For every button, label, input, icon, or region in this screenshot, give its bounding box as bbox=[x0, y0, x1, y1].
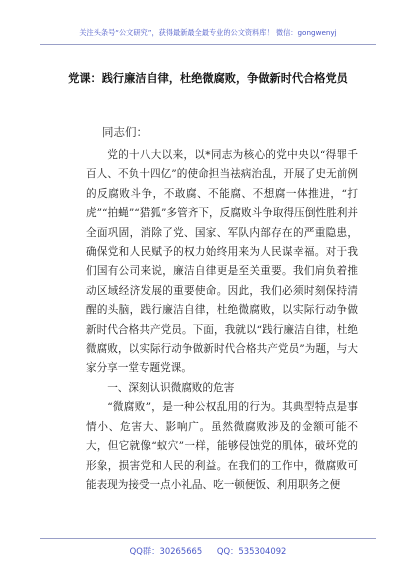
paragraph-intro: 党的十八大以来，以*同志为核心的党中央以“得罪千百人、不负十四亿”的使命担当祛病治乱，开展了史无前例的反腐败斗争，不敢腐、不能腐、不想腐一体推进，“打虎”“拍蝇”“猎狐”多管齐下，反腐败斗争取得压倒性胜利并全面巩固，消除了党、国家、军队内部存在的严重隐患，确保党和人民赋予的权力始终用来为人民谋幸福。对于我们国有公司来说，廉洁自律更是至关重要。我们肩负着推动区域经济发展的重要使命。因此，我们必须时刻保持清醒的头脑，践行廉洁自律，杜绝微腐败，以实际行动争做新时代合格共产党员。下面，我就以“践行廉洁自律，杜绝微腐败，以实际行动争做新时代合格共产党员”为题，与大家分享一堂专题党课。 bbox=[86, 149, 358, 375]
document-body bbox=[86, 146, 358, 495]
section-heading: 一、深刻认识微腐败的危害 bbox=[107, 381, 235, 394]
footer-contacts bbox=[40, 545, 376, 557]
header-promo: 关注头条号“公文研究”，获得最新最全最专业的公文资料库！ 微信：gongwenyj bbox=[79, 28, 337, 37]
footer-qq: QQ：535304092 bbox=[216, 546, 287, 556]
header-divider bbox=[40, 44, 376, 45]
salutation: 同志们： bbox=[102, 125, 148, 139]
paragraph-weifubai: “微腐败”，是一种公权乱用的行为。其典型特点是事情小、危害大、影响广。虽然微腐败涉及的金额可能不大，但它就像“蚁穴”一样，能够侵蚀党的肌体，破坏党的形象，损害党和人民的利益。在我们的工作中，微腐败可能表现为接受一点小礼品、吃一顿便饭、利用职务之便 bbox=[86, 401, 358, 491]
document-title: 党课：践行廉洁自律，杜绝微腐败，争做新时代合格党员 bbox=[68, 71, 348, 85]
footer-divider bbox=[40, 538, 376, 539]
footer-qq-group: QQ群：30265665 bbox=[129, 546, 203, 556]
